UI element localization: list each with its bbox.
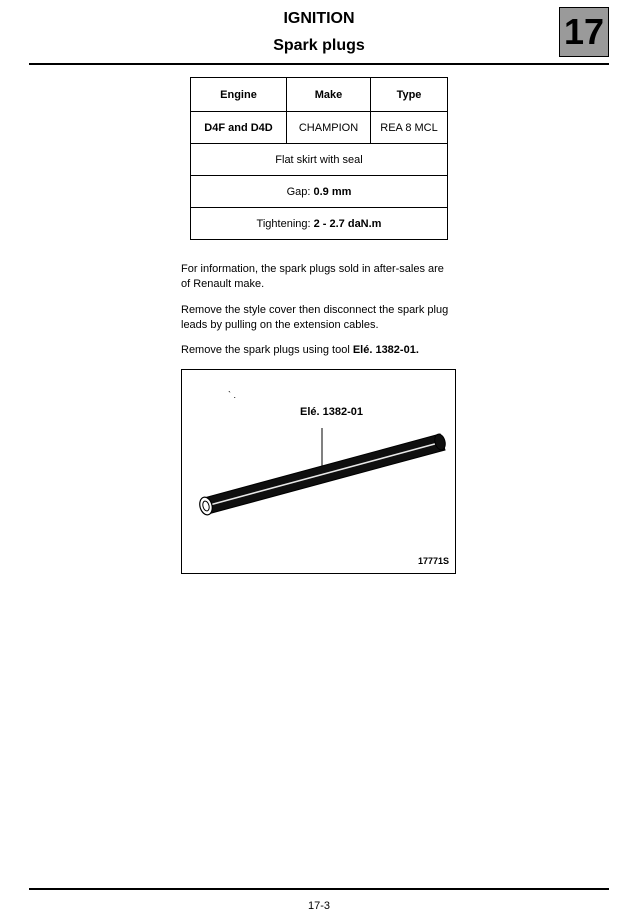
section-subtitle: Spark plugs [273,37,365,54]
table-row-skirt [191,144,448,176]
cell-skirt: Flat skirt with seal [191,144,448,176]
tool-figure [181,369,456,574]
header-type: Type [371,78,448,112]
paragraph-line: of Renault make. [181,278,265,290]
table-row-gap [191,176,448,208]
paragraph-remove-plugs [181,343,471,358]
cell-tightening [191,208,448,240]
table-header-row [191,78,448,112]
cell-gap [191,176,448,208]
header-make: Make [287,78,371,112]
paragraph-line: Remove the style cover then disconnect the spark plug [181,304,449,316]
tightening-label: Tightening: [256,217,314,230]
table-row [191,112,448,144]
tool-drawing [182,370,457,575]
chapter-number-badge: 17 [559,7,609,57]
footer-rule [29,888,609,890]
cell-engine: D4F and D4D [191,112,287,144]
paragraph-line: leads by pulling on the extension cables. [181,319,379,331]
gap-value: 0.9 mm [313,185,352,198]
page-number: 17-3 [307,900,331,912]
tube-highlight [206,442,442,506]
header-rule [29,63,609,65]
paragraph-remove-cover [181,303,471,333]
tool-reference: Elé. 1382-01. [352,344,419,356]
gap-label: Gap: [286,185,314,198]
section-title: IGNITION [283,10,355,27]
cell-make: CHAMPION [287,112,371,144]
paragraph-line: For information, the spark plugs sold in after-sales are [181,263,444,275]
spark-plug-spec-table [190,77,448,240]
tool-label: Elé. 1382-01 [300,406,363,418]
tightening-value: 2 - 2.7 daN.m [313,217,382,230]
paragraph-text: Remove the spark plugs using tool [181,344,353,356]
stray-mark: ` . [228,390,236,400]
cell-type: REA 8 MCL [371,112,448,144]
paragraph-info [181,262,471,292]
table-row-tightening [191,208,448,240]
figure-reference: 17771S [418,556,450,566]
header-engine: Engine [191,78,287,112]
